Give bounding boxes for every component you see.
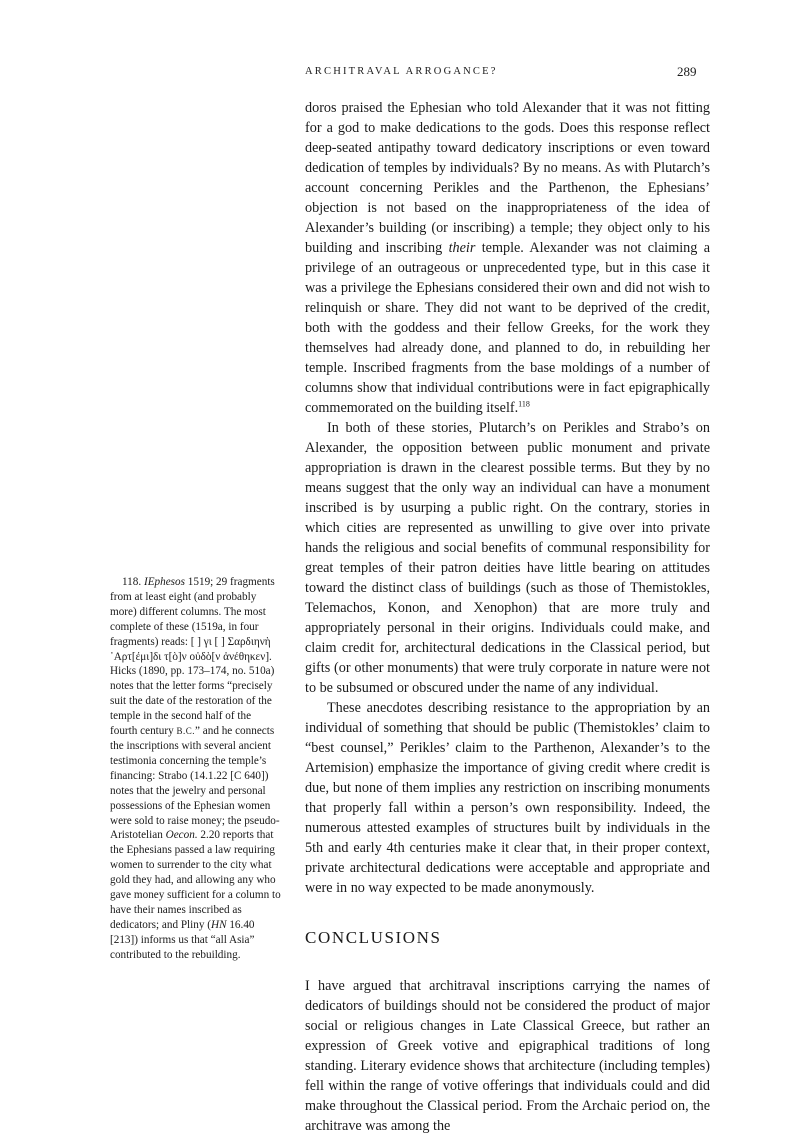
page-number: 289	[677, 64, 697, 79]
section-heading-conclusions: CONCLUSIONS	[305, 928, 442, 947]
running-head: ARCHITRAVAL ARROGANCE?	[305, 66, 498, 77]
conclusions-paragraph: I have argued that architraval inscriptions carrying the names of dedicators of buildings should not be considered the product of major social or religious changes in Late Classical Greece, but rather an expression of Greek votive and epigraphical traditions of long standing. Literary evidence shows that architecture (including temples) fell within the range of votive offerings that individuals could and did make throughout the Classical period. From the Archaic period on, the architrave was among the	[305, 978, 710, 1134]
body-paragraph-1: doros praised the Ephesian who told Alexander that it was not fitting for a god to make dedications to the gods. Does this response reflect deep-seated antipathy toward dedicatory inscriptions or even toward dedication of temples by individuals? By no means. As with Plutarch’s account concerning Perikles and the Parthenon, the Ephesians’ objection is not based on the inappropriateness of the idea of Alexander’s building (or inscribing) a temple; they object only to his building and inscribing their temple. Alexander was not claiming a privilege of an outrageous or unprecedented type, but in this case it was a privilege the Ephesians considered their own and did not wish to relinquish or share. They did not want to be deprived of the credit, both with the goddess and their fellow Greeks, for the work they themselves had already done, and planned to do, in rebuilding her temple. Inscribed fragments from the base moldings of a number of columns show that individual contributions were in fact epigraphically commemorated on the building itself.$^{118}$	[305, 100, 710, 416]
footnote-118	[110, 575, 281, 963]
body-paragraph-2: In both of these stories, Plutarch’s on Perikles and Strabo’s on Alexander, the opposition between public monument and private appropriation is drawn in the clearest possible terms. But they by no means suggest that the only way an individual can have a monument inscribed is by usurping a public right. On the contrary, stories in which cities are represented as unwilling to give over into private hands the religious and social benefits of communal responsibility for great temples of their patron deities have little bearing on attitudes toward the distinct class of buildings (such as those of Themistokles, Telemachos, Konon, and Xenophon) that are more truly and appropriately personal in their origins. Individuals could make, and claim credit for, architectural dedications in the Classical period, but gifts (or other monuments) that were truly corporate in nature were not to be subsumed or obscured under the name of any individual.	[305, 420, 710, 696]
footnote-text: 118. IEphesos 1519; 29 fragments from at least eight (and probably more) different columns. The most complete of these (1519a, in four fragments) reads: [ ] γι [ ] Σαρδιηνὴ ᾽Αρτ[έμι]δι τ[ὸ]ν οὐδὸ[ν ἀνέθηκεν]. Hicks (1890, pp. 173–174, no. 510a) notes that the letter forms “precisely suit the date of the restoration of the temple in the second half of the fourth century B.C.” and he connects the inscriptions with several ancient testimonia concerning the temple’s financing: Strabo (14.1.22 [C 640]) notes that the jewelry and personal possessions of the Ephesian women were sold to raise money; the pseudo-Aristotelian Oecon. 2.20 reports that the Ephesians passed a law requiring women to surrender to the city what gold they had, and allowing any who gave money sufficient for a column to have their names inscribed as dedicators; and Pliny (HN 16.40 [213]) informs us that “all Asia” contributed to the rebuilding.	[110, 576, 281, 961]
main-text-column	[305, 98, 710, 1136]
footnote-ref-118[interactable]: 118	[518, 399, 530, 409]
body-paragraph-3: These anecdotes describing resistance to the appropriation by an individual of something that should be public (Themistokles’ claim to “best counsel,” Perikles’ claim to the Parthenon, Alexander’s to the Artemision) emphasize the importance of giving credit where credit is due, but none of them implies any restriction on inscribing monuments that properly fall within a person’s own responsibility. Indeed, the numerous attested examples of structures built by individuals in the 5th and early 4th centuries make it clear that, in their proper context, private architectural dedications were acceptable and appropriate and were in no way expected to be made anonymously.	[305, 700, 710, 896]
